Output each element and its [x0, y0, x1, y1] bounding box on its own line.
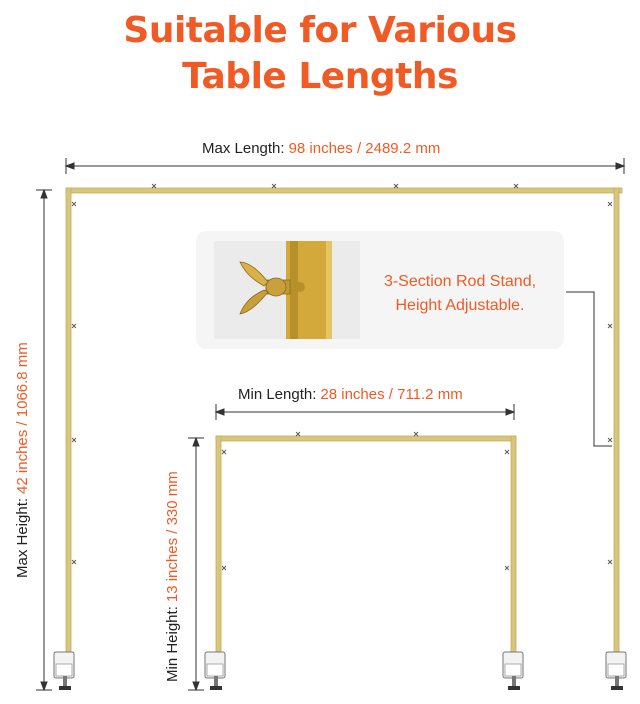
max-length-label	[202, 140, 440, 157]
callout-leader	[566, 292, 612, 446]
callout-line-2: Height Adjustable.	[395, 297, 525, 314]
min-height-label	[164, 471, 181, 682]
min-length-label	[238, 386, 463, 403]
title-line-2: Table Lengths	[182, 56, 458, 97]
min-length-value: 28 inches / 711.2 mm	[320, 386, 463, 403]
dimension-lines	[36, 158, 624, 690]
min-length-caption: Min Length:	[238, 386, 317, 403]
max-height-label	[14, 342, 31, 578]
min-height-caption: Min Height:	[164, 606, 181, 682]
wing-nut-photo	[214, 241, 360, 339]
callout-line-1: 3-Section Rod Stand,	[383, 273, 537, 290]
max-height-caption: Max Height:	[14, 497, 31, 578]
max-height-value: 42 inches / 1066.8 mm	[14, 342, 31, 494]
max-length-caption: Max Length:	[202, 140, 285, 157]
title-line-1: Suitable for Various	[123, 10, 517, 51]
max-length-value: 98 inches / 2489.2 mm	[288, 140, 441, 157]
small-stand	[205, 432, 523, 690]
min-height-value: 13 inches / 330 mm	[164, 471, 181, 603]
callout-text	[360, 270, 560, 318]
